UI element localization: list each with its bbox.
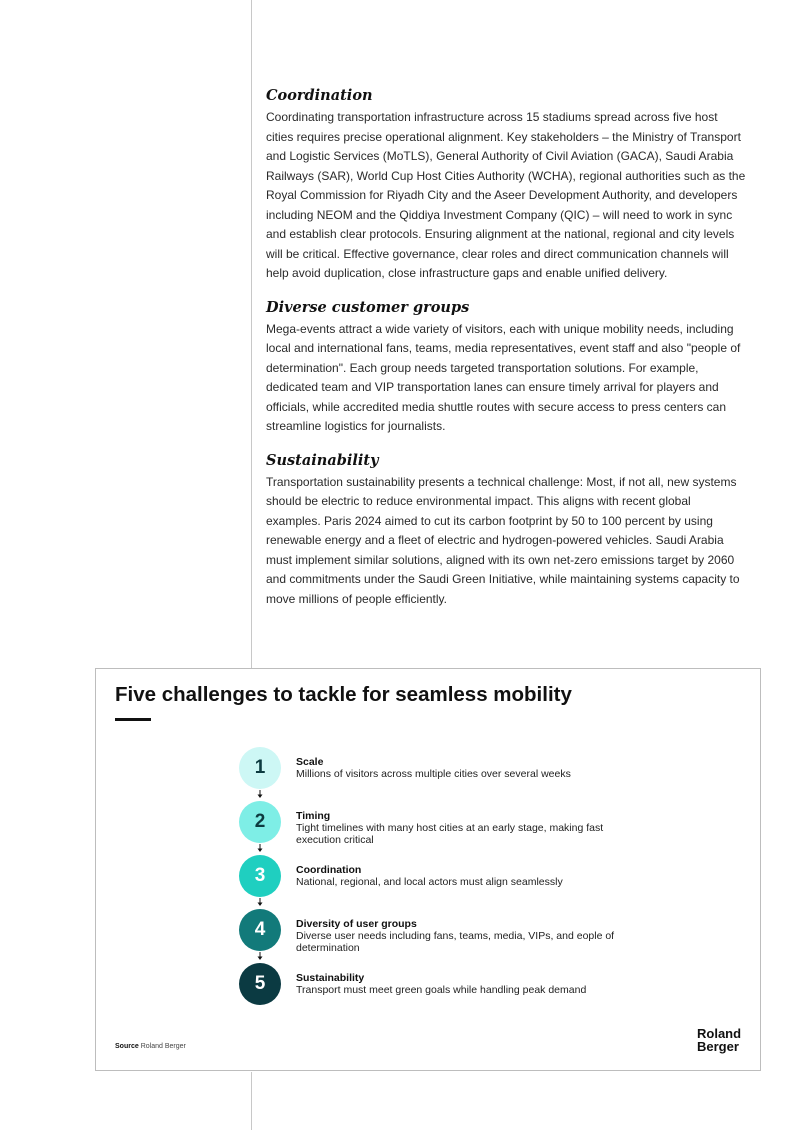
step-title: Timing: [296, 810, 331, 822]
step-description: Diverse user needs including fans, teams, media, VIPs, and eople of determination: [296, 930, 615, 954]
arrow-down-icon: [257, 898, 263, 906]
step-title: Coordination: [296, 864, 362, 876]
step-title: Diversity of user groups: [296, 918, 417, 930]
section-paragraph: Coordinating transportation infrastructure across 15 stadiums spread across five host cities requires precise operational alignment. Key stakeholders – the Ministry of Transport and Logistic Services (MoTLS), General Authority of Civil Aviation (GACA), Saudi Arabia Railways (SAR), World Cup Host Cities Authority (WCHA), regional authorities such as the Royal Commission for Riyadh City and the Aseer Development Authority, and developers including NEOM and the Qiddiya Investment Company (QIC) – will need to work in sync and establish clear protocols. Ensuring alignment at the national, regional and city levels will be critical. Effective governance, clear roles and direct communication channels will help avoid duplication, close infrastructure gaps and enable unified delivery.: [266, 110, 746, 280]
section-paragraph: Transportation sustainability presents a technical challenge: Most, if not all, new systems should be electric to reduce environmental impact. This aligns with recent global examples. Paris 2024 aimed to cut its carbon footprint by 50 to 100 percent by using renewable energy and a fleet of electric and hydrogen-powered vehicles. Saudi Arabia must implement similar solutions, aligned with its own net-zero emissions target by 2060 and commitments under the Saudi Green Initiative, while maintaining systems capacity to move millions of people efficiently.: [266, 474, 740, 606]
margin-line-bottom: [251, 1072, 252, 1130]
section-heading: Diverse customer groups: [266, 298, 470, 316]
section-sustainability: [266, 451, 746, 610]
step-description: National, regional, and local actors must align seamlessly: [296, 876, 563, 888]
margin-line-top: [251, 0, 252, 668]
step-title: Scale: [296, 756, 324, 768]
article-body: [266, 86, 746, 623]
roland-berger-logo: Roland Berger: [697, 1026, 742, 1054]
section-diverse-customer-groups: [266, 298, 746, 437]
step-title: Sustainability: [296, 972, 365, 984]
challenge-step-3: [239, 855, 659, 899]
section-heading: Coordination: [266, 87, 373, 104]
challenge-step-1: [239, 747, 659, 791]
step-description: Tight timelines with many host cities at an early stage, making fast execution critical: [296, 822, 604, 846]
challenges-panel: [95, 668, 761, 1071]
step-number-badge: 5: [239, 963, 281, 1005]
section-paragraph: Mega-events attract a wide variety of visitors, each with unique mobility needs, including local and international fans, teams, media representatives, event staff and also "people of determination". Each group needs targeted transportation solutions. For example, dedicated team and VIP transportation lanes can ensure timely arrival for players and officials, while accredited media shuttle routes with secure access to press centers can streamline logistics for journalists.: [266, 321, 741, 433]
arrow-down-icon: [257, 790, 263, 798]
step-number-badge: 1: [239, 747, 281, 789]
source-value: Roland Berger: [140, 1043, 186, 1050]
step-description: Millions of visitors across multiple cities over several weeks: [296, 768, 571, 780]
challenge-step-5: [239, 963, 659, 1007]
title-underline: [115, 718, 151, 721]
source-label: Source: [115, 1043, 139, 1050]
arrow-down-icon: [257, 952, 263, 960]
arrow-down-icon: [257, 844, 263, 852]
step-description: Transport must meet green goals while handling peak demand: [296, 984, 587, 996]
challenge-step-4: [239, 909, 659, 953]
step-number-badge: 4: [239, 909, 281, 951]
challenge-step-2: [239, 801, 659, 845]
section-heading: Sustainability: [266, 451, 379, 469]
source-note: [115, 1043, 186, 1050]
section-coordination: [266, 86, 746, 284]
panel-title: Five challenges to tackle for seamless mobility: [115, 683, 572, 706]
step-number-badge: 3: [239, 855, 281, 897]
step-number-badge: 2: [239, 801, 281, 843]
